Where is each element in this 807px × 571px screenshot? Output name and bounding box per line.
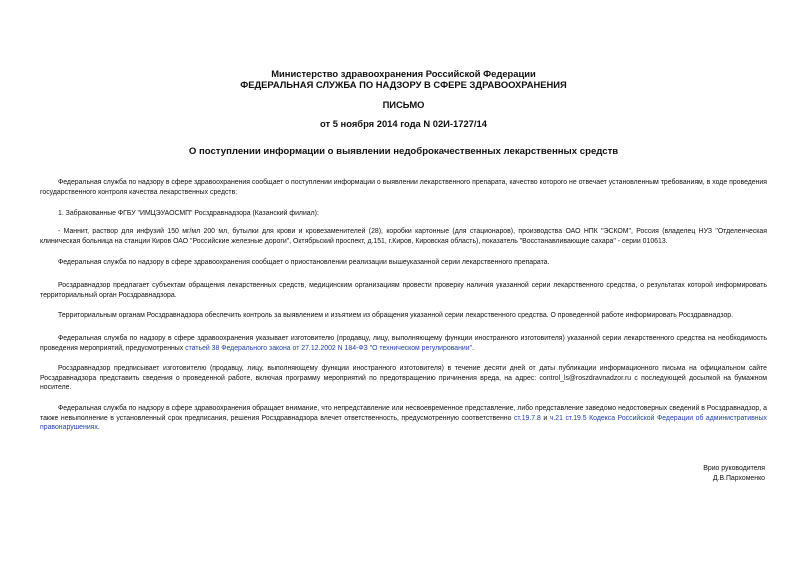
paragraph-2: 1. Забракованные ФГБУ "ИМЦЭУАОСМП" Росздравнадзора (Казанский филиал): xyxy=(58,210,319,217)
paragraph-7-end: . xyxy=(472,344,474,352)
paragraph-3: - Маннит, раствор для инфузий 150 мг/мл 200 мл, бутылки для крови и кровезаменителей (28), коробки картонные (для стационаров), производства ОАО НПК "ЭСКОМ", Россия (владелец НУЗ "Отделенческая клиническая больница на станции Киров ОАО "Российские железные дороги", Октябрьский проспект, д.151, г.Киров, Кировская область), показатель "Восстанавливающие сахара" - серии 010613. xyxy=(40,228,767,245)
paragraph-7 xyxy=(40,334,767,353)
federal-law-link[interactable]: статьей 38 Федерального закона от 27.12.2002 N 184-ФЗ "О техническом регулировании" xyxy=(185,344,473,352)
paragraph-4: Федеральная служба по надзору в сфере здравоохранения сообщает о приостановлении реализации вышеуказанной серии лекарственного препарата. xyxy=(58,259,550,266)
paragraph-9-text: Федеральная служба по надзору в сфере здравоохранения обращает внимание, что непредставление или несвоевременное представление, либо представление заведомо недостоверных сведений в Росздравнадзор, а также невыполнение в установленный срок предписания, решения Росздравнадзора влечет ответственность, предусмотренную соответственно xyxy=(40,405,767,422)
document-type: ПИСЬМО xyxy=(382,99,425,110)
paragraph-7-text: Федеральная служба по надзору в сфере здравоохранения указывает изготовителю (продавцу, лицу, выполняющему функции иностранного изготовителя) указанной серии лекарственного средства на необходимость проведения мероприятий, предусмотренных xyxy=(40,335,767,352)
ministry-name: Министерство здравоохранения Российской Федерации xyxy=(271,68,536,79)
document-date-number: от 5 ноября 2014 года N 02И-1727/14 xyxy=(320,118,487,129)
paragraph-9 xyxy=(40,404,767,433)
paragraph-1: Федеральная служба по надзору в сфере здравоохранения сообщает о поступлении информации о выявлении лекарственного препарата, качество которого не отвечает установленным требованиям, в ходе проведения государственного контроля качества лекарственных средств: xyxy=(40,179,767,196)
koap-article-link-2[interactable]: ч.21 ст.19.5 Кодекса Российской Федерации об административных правонарушениях xyxy=(40,414,767,432)
paragraph-9-mid: и xyxy=(540,414,550,422)
paragraph-5: Росздравнадзор предлагает субъектам обращения лекарственных средств, медицинским организациям провести проверку наличия указанной серии лекарственного средства, о результатах которой информировать территориальный орган Росздравнадзора. xyxy=(40,282,767,299)
signature-block xyxy=(703,464,765,484)
paragraph-9-end: . xyxy=(97,424,100,432)
paragraph-6: Территориальным органам Росздравнадзора обеспечить контроль за выявлением и изъятием из обращения указанной серии лекарственного средства. О проведенной работе информировать Росздравнадзор. xyxy=(58,312,734,319)
paragraph-8: Росздравнадзор предписывает изготовителю (продавцу, лицу, выполняющему функции иностранного изготовителя) в течение десяти дней от даты публикации информационного письма на официальном сайте Росздравнадзора представить сведения о проведенной работе, включая программу мероприятий по предотвращению причинения вреда, на адрес: control_ls@roszdravnadzor.ru с последующей досылкой на бумажном носителе. xyxy=(40,365,767,392)
signatory-name: Д.В.Пархоменко xyxy=(712,475,765,482)
service-name: ФЕДЕРАЛЬНАЯ СЛУЖБА ПО НАДЗОРУ В СФЕРЕ ЗДРАВООХРАНЕНИЯ xyxy=(240,79,567,90)
document-title: О поступлении информации о выявлении недоброкачественных лекарственных средств xyxy=(188,146,619,157)
signatory-position: Врио руководителя xyxy=(703,465,765,472)
koap-article-link-1[interactable]: ст.19.7.8 xyxy=(513,414,541,422)
